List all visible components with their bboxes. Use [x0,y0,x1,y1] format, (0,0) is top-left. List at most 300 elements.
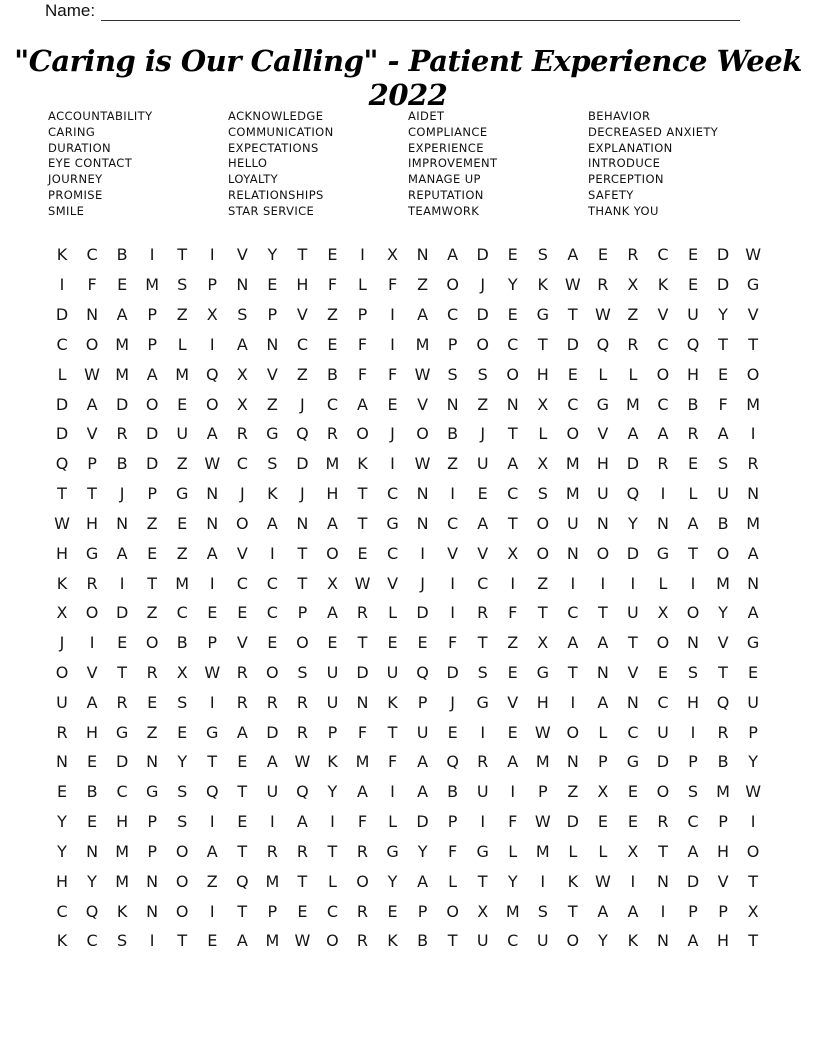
grid-letter-r19c20[interactable]: E [627,782,638,802]
grid-letter-r3c15[interactable]: D [476,305,489,325]
grid-letter-r6c16[interactable]: N [506,394,519,414]
grid-letter-r5c18[interactable]: E [567,364,578,384]
grid-letter-r19c4[interactable]: G [145,782,159,802]
grid-letter-r14c8[interactable]: E [267,633,278,653]
grid-letter-r7c23[interactable]: A [717,424,729,444]
grid-letter-r7c21[interactable]: A [657,424,669,444]
grid-letter-r1c13[interactable]: N [416,245,429,265]
grid-letter-r19c9[interactable]: Q [296,782,309,802]
grid-letter-r5c4[interactable]: A [146,364,158,384]
grid-letter-r21c3[interactable]: M [115,841,130,861]
grid-letter-r6c15[interactable]: Z [477,394,489,414]
grid-letter-r17c16[interactable]: E [507,722,518,742]
grid-letter-r12c4[interactable]: T [147,573,158,593]
grid-letter-r16c8[interactable]: R [266,692,278,712]
grid-letter-r18c10[interactable]: K [327,752,338,772]
grid-letter-r8c22[interactable]: E [687,454,699,474]
grid-letter-r10c12[interactable]: G [386,513,399,533]
grid-letter-r3c19[interactable]: W [594,305,611,325]
grid-letter-r13c6[interactable]: E [207,603,218,623]
grid-letter-r11c3[interactable]: A [116,543,128,563]
grid-letter-r16c1[interactable]: U [56,692,68,712]
grid-letter-r5c1[interactable]: L [57,364,67,384]
grid-letter-r9c6[interactable]: N [206,484,219,504]
grid-letter-r10c13[interactable]: N [416,513,429,533]
grid-letter-r22c3[interactable]: M [115,871,130,891]
grid-letter-r19c11[interactable]: A [357,782,368,802]
grid-letter-r24c21[interactable]: N [656,931,669,951]
grid-letter-r4c8[interactable]: N [266,334,279,354]
grid-letter-r13c8[interactable]: C [266,603,278,623]
grid-letter-r20c18[interactable]: D [566,812,579,832]
grid-letter-r23c22[interactable]: P [688,901,698,921]
grid-letter-r5c20[interactable]: L [628,364,638,384]
grid-letter-r12c22[interactable]: I [690,573,696,593]
grid-letter-r7c22[interactable]: R [687,424,699,444]
grid-letter-r18c17[interactable]: M [535,752,550,772]
grid-letter-r24c11[interactable]: R [356,931,369,951]
grid-letter-r1c5[interactable]: T [177,245,188,265]
grid-letter-r19c19[interactable]: X [597,782,609,802]
grid-letter-r17c11[interactable]: F [357,722,368,742]
grid-letter-r22c23[interactable]: V [717,871,729,891]
grid-letter-r21c12[interactable]: G [386,841,399,861]
grid-letter-r3c14[interactable]: C [447,305,459,325]
grid-letter-r6c5[interactable]: E [177,394,188,414]
grid-letter-r12c3[interactable]: I [119,573,125,593]
grid-letter-r13c14[interactable]: I [450,603,455,623]
grid-letter-r18c7[interactable]: E [237,752,248,772]
grid-letter-r12c21[interactable]: L [658,573,668,593]
grid-letter-r14c19[interactable]: A [597,633,609,653]
grid-letter-r19c16[interactable]: I [510,782,516,802]
grid-letter-r14c12[interactable]: E [387,633,398,653]
grid-letter-r6c6[interactable]: O [205,394,219,414]
grid-letter-r8c17[interactable]: X [537,454,549,474]
grid-letter-r9c17[interactable]: S [537,484,548,504]
grid-letter-r23c11[interactable]: R [356,901,369,921]
grid-letter-r22c6[interactable]: Z [206,871,218,891]
grid-letter-r15c5[interactable]: X [176,663,188,682]
grid-letter-r13c13[interactable]: D [416,603,429,623]
grid-letter-r16c14[interactable]: J [450,692,455,712]
grid-letter-r1c19[interactable]: E [597,245,608,265]
grid-letter-r1c1[interactable]: K [56,245,68,265]
grid-letter-r3c2[interactable]: N [86,305,99,325]
grid-letter-r16c9[interactable]: R [296,692,308,712]
grid-letter-r9c2[interactable]: T [87,484,97,504]
grid-letter-r8c19[interactable]: H [596,454,609,474]
grid-letter-r1c6[interactable]: I [209,245,215,265]
grid-letter-r24c8[interactable]: M [265,931,280,951]
grid-letter-r11c15[interactable]: V [477,543,489,563]
grid-letter-r10c21[interactable]: N [656,513,669,533]
grid-letter-r5c11[interactable]: F [357,364,368,384]
grid-letter-r9c15[interactable]: E [477,484,488,504]
grid-letter-r10c20[interactable]: Y [628,513,638,533]
grid-letter-r21c7[interactable]: T [237,841,248,861]
grid-letter-r14c2[interactable]: I [89,633,95,653]
grid-letter-r4c9[interactable]: C [296,334,308,354]
grid-letter-r5c7[interactable]: X [236,364,248,384]
grid-letter-r18c15[interactable]: R [477,752,489,772]
grid-letter-r10c15[interactable]: A [477,513,489,533]
grid-letter-r5c3[interactable]: M [115,364,130,384]
grid-letter-r14c5[interactable]: B [176,633,188,653]
grid-letter-r8c16[interactable]: A [507,454,519,474]
grid-letter-r10c1[interactable]: W [54,513,70,533]
grid-letter-r15c13[interactable]: Q [416,663,429,682]
grid-letter-r7c13[interactable]: O [416,424,429,444]
grid-letter-r9c8[interactable]: K [267,484,278,504]
grid-letter-r13c4[interactable]: Z [146,603,158,623]
grid-letter-r16c10[interactable]: U [326,692,339,712]
grid-letter-r24c20[interactable]: K [627,931,639,951]
grid-letter-r22c12[interactable]: Y [387,871,398,891]
grid-letter-r1c11[interactable]: I [360,245,365,265]
grid-letter-r15c23[interactable]: T [718,663,728,682]
grid-letter-r13c24[interactable]: A [747,603,759,623]
grid-letter-r14c18[interactable]: A [567,633,579,653]
grid-letter-r24c19[interactable]: Y [597,931,608,951]
grid-letter-r1c12[interactable]: X [387,245,399,265]
grid-letter-r11c6[interactable]: A [206,543,218,563]
grid-letter-r17c15[interactable]: I [480,722,486,742]
grid-letter-r7c24[interactable]: I [750,424,756,444]
grid-letter-r12c15[interactable]: C [477,573,489,593]
grid-letter-r4c1[interactable]: C [56,334,68,354]
grid-letter-r1c7[interactable]: V [236,245,248,265]
grid-letter-r6c10[interactable]: C [326,394,339,414]
grid-letter-r20c19[interactable]: E [597,812,608,832]
grid-letter-r2c17[interactable]: K [537,275,549,295]
grid-letter-r14c4[interactable]: O [145,633,159,653]
grid-letter-r23c21[interactable]: I [660,901,666,921]
grid-letter-r11c18[interactable]: N [566,543,579,563]
grid-letter-r20c7[interactable]: E [237,812,248,832]
grid-letter-r15c15[interactable]: S [477,663,488,682]
grid-letter-r7c6[interactable]: A [206,424,218,444]
grid-letter-r24c3[interactable]: S [117,931,128,951]
grid-letter-r5c10[interactable]: B [326,364,338,384]
grid-letter-r8c5[interactable]: Z [176,454,188,474]
grid-letter-r21c15[interactable]: G [476,841,489,861]
grid-letter-r23c17[interactable]: S [537,901,548,921]
grid-letter-r12c14[interactable]: I [450,573,455,593]
grid-letter-r5c2[interactable]: W [84,364,100,384]
grid-letter-r11c8[interactable]: I [269,543,275,563]
grid-letter-r4c2[interactable]: O [85,334,99,354]
grid-letter-r22c19[interactable]: W [594,871,611,891]
grid-letter-r13c21[interactable]: X [657,603,669,623]
grid-letter-r21c17[interactable]: M [535,841,550,861]
grid-letter-r12c18[interactable]: I [570,573,576,593]
grid-letter-r6c17[interactable]: X [537,394,549,414]
grid-letter-r12c5[interactable]: M [175,573,190,593]
grid-letter-r9c19[interactable]: U [597,484,609,504]
grid-letter-r24c24[interactable]: T [748,931,758,951]
grid-letter-r20c10[interactable]: I [330,812,335,832]
grid-letter-r4c7[interactable]: A [236,334,248,354]
grid-letter-r24c12[interactable]: K [387,931,398,951]
grid-letter-r23c7[interactable]: T [237,901,248,921]
grid-letter-r5c23[interactable]: E [718,364,729,384]
grid-letter-r24c17[interactable]: U [536,931,549,951]
grid-letter-r23c4[interactable]: N [146,901,159,921]
grid-letter-r15c1[interactable]: O [55,663,69,682]
grid-letter-r16c15[interactable]: G [476,692,489,712]
grid-letter-r18c1[interactable]: N [56,752,68,772]
grid-letter-r12c8[interactable]: C [266,573,278,593]
grid-letter-r23c6[interactable]: I [209,901,215,921]
grid-letter-r14c20[interactable]: T [628,633,638,653]
grid-letter-r1c4[interactable]: I [149,245,155,265]
grid-letter-r12c7[interactable]: C [236,573,248,593]
name-blank-line[interactable] [101,2,740,21]
grid-letter-r17c2[interactable]: H [86,722,99,742]
grid-letter-r5c16[interactable]: O [506,364,520,384]
grid-letter-r2c10[interactable]: F [327,275,338,295]
grid-letter-r9c1[interactable]: T [57,484,67,504]
grid-letter-r4c19[interactable]: Q [596,334,610,354]
grid-letter-r19c5[interactable]: S [177,782,188,802]
grid-letter-r4c23[interactable]: T [718,334,728,354]
grid-letter-r7c17[interactable]: L [538,424,548,444]
grid-letter-r14c13[interactable]: E [417,633,428,653]
grid-letter-r22c20[interactable]: I [630,871,636,891]
grid-letter-r12c17[interactable]: Z [537,573,549,593]
grid-letter-r21c5[interactable]: O [175,841,189,861]
grid-letter-r7c4[interactable]: D [146,424,159,444]
grid-letter-r4c17[interactable]: T [537,334,548,354]
grid-letter-r17c10[interactable]: P [327,722,338,742]
grid-letter-r7c9[interactable]: Q [296,424,309,444]
grid-letter-r19c10[interactable]: Y [327,782,338,802]
grid-letter-r21c8[interactable]: R [266,841,278,861]
grid-letter-r18c21[interactable]: D [656,752,670,772]
grid-letter-r8c21[interactable]: R [657,454,669,474]
grid-letter-r17c22[interactable]: I [690,722,696,742]
grid-letter-r12c23[interactable]: M [716,573,730,593]
grid-letter-r9c20[interactable]: Q [626,484,640,504]
grid-letter-r21c9[interactable]: R [296,841,308,861]
grid-letter-r23c15[interactable]: X [477,901,489,921]
grid-letter-r19c17[interactable]: P [537,782,548,802]
grid-letter-r9c13[interactable]: N [416,484,429,504]
grid-letter-r3c1[interactable]: D [55,305,69,325]
grid-letter-r18c20[interactable]: G [626,752,640,772]
grid-letter-r22c18[interactable]: K [567,871,579,891]
grid-letter-r4c24[interactable]: T [748,334,758,354]
grid-letter-r15c16[interactable]: E [507,663,518,682]
grid-letter-r5c5[interactable]: M [175,364,190,384]
grid-letter-r10c24[interactable]: M [746,513,760,533]
grid-letter-r17c14[interactable]: E [447,722,458,742]
grid-letter-r18c11[interactable]: M [355,752,370,772]
grid-letter-r8c14[interactable]: Z [447,454,459,474]
grid-letter-r15c12[interactable]: U [386,663,399,682]
grid-letter-r2c16[interactable]: Y [507,275,518,295]
grid-letter-r16c23[interactable]: Q [716,692,730,712]
grid-letter-r3c16[interactable]: E [507,305,518,325]
grid-letter-r11c11[interactable]: E [357,543,368,563]
grid-letter-r11c16[interactable]: X [507,543,519,563]
grid-letter-r7c12[interactable]: J [390,424,395,444]
grid-letter-r3c6[interactable]: X [206,305,218,325]
grid-letter-r23c3[interactable]: K [116,901,128,921]
grid-letter-r16c11[interactable]: N [356,692,369,712]
grid-letter-r4c18[interactable]: D [566,334,579,354]
grid-letter-r1c15[interactable]: D [476,245,489,265]
grid-letter-r6c3[interactable]: D [115,394,129,414]
grid-letter-r24c14[interactable]: T [447,931,458,951]
grid-letter-r4c10[interactable]: E [327,334,338,354]
grid-letter-r9c12[interactable]: C [386,484,399,504]
grid-letter-r20c1[interactable]: Y [57,812,67,832]
grid-letter-r6c7[interactable]: X [236,394,248,414]
grid-letter-r19c18[interactable]: Z [567,782,579,802]
grid-letter-r24c10[interactable]: O [326,931,339,951]
grid-letter-r3c18[interactable]: T [567,305,578,325]
grid-letter-r8c11[interactable]: K [357,454,368,474]
grid-letter-r21c19[interactable]: L [598,841,608,861]
grid-letter-r13c1[interactable]: X [56,603,68,623]
grid-letter-r19c21[interactable]: O [656,782,670,802]
grid-letter-r4c13[interactable]: M [415,334,430,354]
grid-letter-r8c18[interactable]: M [565,454,580,474]
grid-letter-r23c1[interactable]: C [56,901,68,921]
grid-letter-r11c9[interactable]: T [297,543,308,563]
grid-letter-r13c23[interactable]: Y [718,603,728,623]
grid-letter-r14c7[interactable]: V [236,633,248,653]
grid-letter-r22c15[interactable]: T [477,871,488,891]
grid-letter-r9c16[interactable]: C [507,484,519,504]
grid-letter-r6c4[interactable]: O [145,394,159,414]
grid-letter-r2c24[interactable]: G [746,275,760,295]
grid-letter-r1c8[interactable]: Y [267,245,278,265]
grid-letter-r11c21[interactable]: G [656,543,670,563]
grid-letter-r21c18[interactable]: L [568,841,578,861]
grid-letter-r20c21[interactable]: R [657,812,669,832]
grid-letter-r20c6[interactable]: I [209,812,215,832]
grid-letter-r19c12[interactable]: I [390,782,395,802]
grid-letter-r3c3[interactable]: A [116,305,128,325]
grid-letter-r17c24[interactable]: P [748,722,758,742]
grid-letter-r24c4[interactable]: I [149,931,155,951]
grid-letter-r13c16[interactable]: F [508,603,518,623]
grid-letter-r18c2[interactable]: E [87,752,98,772]
grid-letter-r4c6[interactable]: I [209,334,215,354]
grid-letter-r7c5[interactable]: U [176,424,189,444]
grid-letter-r18c6[interactable]: T [207,752,218,772]
grid-letter-r11c4[interactable]: E [147,543,158,563]
grid-letter-r6c18[interactable]: C [567,394,579,414]
grid-letter-r23c20[interactable]: A [627,901,639,921]
grid-letter-r13c18[interactable]: C [567,603,579,623]
grid-letter-r14c3[interactable]: E [117,633,128,653]
grid-letter-r5c12[interactable]: F [387,364,398,384]
grid-letter-r23c12[interactable]: E [387,901,398,921]
grid-letter-r8c4[interactable]: D [146,454,159,474]
grid-letter-r24c6[interactable]: E [207,931,218,951]
grid-letter-r22c11[interactable]: O [356,871,369,891]
grid-letter-r15c10[interactable]: U [326,663,339,682]
grid-letter-r14c9[interactable]: O [296,633,309,653]
grid-letter-r16c13[interactable]: P [417,692,428,712]
grid-letter-r3c13[interactable]: A [417,305,429,325]
grid-letter-r2c12[interactable]: F [387,275,398,295]
grid-letter-r18c8[interactable]: A [266,752,278,772]
grid-letter-r10c5[interactable]: E [177,513,188,533]
grid-letter-r10c2[interactable]: H [86,513,99,533]
grid-letter-r8c24[interactable]: R [747,454,759,474]
grid-letter-r18c13[interactable]: A [417,752,429,772]
grid-letter-r24c15[interactable]: U [476,931,489,951]
grid-letter-r18c3[interactable]: D [115,752,129,772]
grid-letter-r9c5[interactable]: G [176,484,189,504]
grid-letter-r22c13[interactable]: A [417,871,429,891]
grid-letter-r13c20[interactable]: U [627,603,639,623]
grid-letter-r24c7[interactable]: A [236,931,248,951]
grid-letter-r17c8[interactable]: D [266,722,279,742]
grid-letter-r22c4[interactable]: N [146,871,159,891]
grid-letter-r7c14[interactable]: B [447,424,459,444]
grid-letter-r1c20[interactable]: R [627,245,639,265]
grid-letter-r19c2[interactable]: B [86,782,98,802]
grid-letter-r3c11[interactable]: P [357,305,368,325]
grid-letter-r8c13[interactable]: W [414,454,431,474]
grid-letter-r3c21[interactable]: V [657,305,669,325]
grid-letter-r15c6[interactable]: W [204,663,221,682]
grid-letter-r23c13[interactable]: P [417,901,428,921]
grid-letter-r14c22[interactable]: N [687,633,699,653]
grid-letter-r4c11[interactable]: F [357,334,368,354]
grid-letter-r2c18[interactable]: W [564,275,581,295]
grid-letter-r7c3[interactable]: R [116,424,128,444]
grid-letter-r7c11[interactable]: O [356,424,369,444]
grid-letter-r17c3[interactable]: G [115,722,129,742]
grid-letter-r5c15[interactable]: S [477,364,488,384]
grid-letter-r2c23[interactable]: D [716,275,730,295]
grid-letter-r23c24[interactable]: X [747,901,759,921]
grid-letter-r14c21[interactable]: O [656,633,670,653]
grid-letter-r6c22[interactable]: B [687,394,699,414]
grid-letter-r16c24[interactable]: U [747,692,759,712]
grid-letter-r10c6[interactable]: N [206,513,219,533]
grid-letter-r24c13[interactable]: B [417,931,429,951]
grid-letter-r19c13[interactable]: A [417,782,429,802]
grid-letter-r20c4[interactable]: P [147,812,157,832]
grid-letter-r2c9[interactable]: H [296,275,309,295]
grid-letter-r14c17[interactable]: X [537,633,549,653]
grid-letter-r17c6[interactable]: G [206,722,219,742]
grid-letter-r16c4[interactable]: E [147,692,158,712]
grid-letter-r23c8[interactable]: P [267,901,278,921]
grid-letter-r20c17[interactable]: W [534,812,551,832]
grid-letter-r24c16[interactable]: C [507,931,519,951]
grid-letter-r22c14[interactable]: L [448,871,458,891]
grid-letter-r12c13[interactable]: J [420,573,425,593]
grid-letter-r5c8[interactable]: V [266,364,278,384]
grid-letter-r9c18[interactable]: M [565,484,580,504]
grid-letter-r3c20[interactable]: Z [627,305,639,325]
grid-letter-r8c20[interactable]: D [626,454,640,474]
grid-letter-r4c20[interactable]: R [627,334,639,354]
grid-letter-r15c4[interactable]: R [146,663,158,682]
grid-letter-r13c19[interactable]: T [597,603,608,623]
grid-letter-r9c23[interactable]: U [717,484,729,504]
grid-letter-r16c5[interactable]: S [177,692,188,712]
